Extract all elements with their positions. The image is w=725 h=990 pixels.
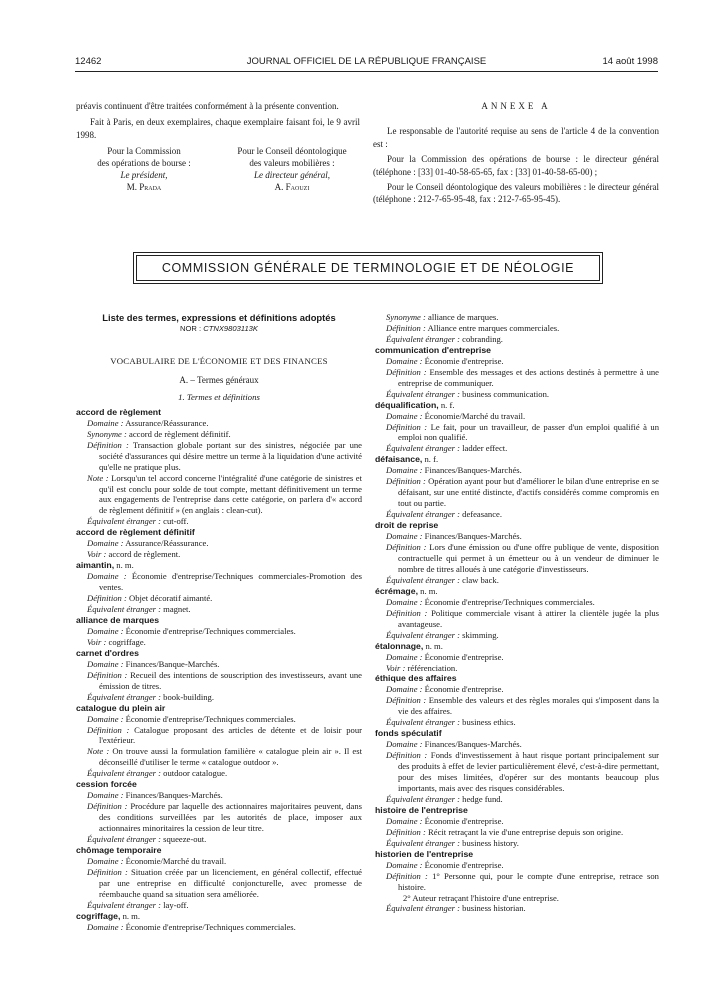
field-label: Définition : (386, 322, 426, 333)
term-field-domaine (76, 922, 362, 933)
vocabulary-title: VOCABULAIRE DE L'ÉCONOMIE ET DES FINANCES (110, 356, 328, 366)
term-field-domaine (375, 531, 659, 542)
term-field-voir (76, 549, 362, 560)
term-field-domaine (76, 626, 362, 637)
term-heading (375, 805, 659, 816)
term-field-domaine (375, 597, 659, 608)
subsection-title (76, 392, 362, 403)
term-field-definition (76, 725, 362, 747)
field-value: Ensemble des messages et des actions destinés à permettre à une entreprise de communiquer. (398, 366, 659, 388)
field-value: Lors d'une émission ou d'une offre publique de vente, disposition contractuelle qui permet à un émetteur ou à un vendeur de diminuer le nombre de titres alloués à une catégorie d'investisseurs. (398, 542, 659, 574)
term-heading (375, 586, 659, 597)
term-grammar: n. m. (420, 585, 438, 596)
term-name: droit de reprise (375, 520, 439, 531)
journal-title: JOURNAL OFFICIEL DE LA RÉPUBLIQUE FRANÇAISE (246, 56, 487, 67)
term-field-domaine (76, 571, 362, 593)
field-value: Économie d'entreprise/Techniques commerciales. (125, 625, 296, 636)
term-field-definition (375, 871, 659, 893)
term-field-definition (76, 801, 362, 834)
field-value: cobranding. (462, 333, 503, 344)
term-field-equivalent (375, 443, 659, 454)
field-value: Économie d'entreprise/Techniques commerciales. (125, 713, 296, 724)
field-label: Domaine : (87, 571, 127, 582)
term-field-synonyme (375, 312, 659, 323)
field-label: Domaine : (87, 658, 124, 669)
glossary-entry (76, 703, 362, 780)
signature-cdvm (224, 145, 360, 193)
field-label: Domaine : (87, 713, 124, 724)
term-field-definition (76, 867, 362, 900)
field-label: Domaine : (386, 596, 423, 607)
term-field-domaine (76, 790, 362, 801)
field-value: Assurance/Réassurance. (125, 417, 209, 428)
field-value: Politique commerciale visant à attirer la clientèle jugée la plus avantageuse. (398, 607, 659, 629)
signature-cob-line1: Pour la Commission (107, 146, 181, 157)
field-label: Domaine : (386, 531, 423, 542)
annexe-title: ANNEXE A (481, 101, 551, 111)
term-field-domaine (76, 538, 362, 549)
field-label: Définition : (386, 750, 428, 761)
term-grammar: n. m. (122, 910, 141, 921)
field-label: Synonyme : (386, 312, 426, 322)
field-value: Économie/Marché du travail. (424, 410, 526, 421)
term-name: fonds spéculatif (375, 728, 442, 739)
field-value: 2° Auteur retraçant l'histoire d'une entreprise. (403, 892, 559, 903)
entries-left (76, 407, 362, 933)
field-value: Assurance/Réassurance. (125, 538, 209, 549)
glossary-entry (76, 615, 362, 648)
term-name: étalonnage, (375, 640, 424, 651)
term-field-equivalent (375, 903, 659, 914)
term-field-domaine (375, 411, 659, 422)
field-label: Équivalent étranger : (386, 388, 460, 399)
field-value: Finances/Banques-Marchés. (424, 739, 522, 750)
term-field-cont (375, 893, 659, 904)
term-name: chômage temporaire (76, 844, 162, 855)
term-heading (76, 527, 362, 538)
field-label: Domaine : (386, 651, 423, 662)
field-value: lay-off. (163, 899, 189, 910)
term-field-definition (375, 367, 659, 389)
field-label: Domaine : (87, 921, 124, 932)
term-field-equivalent (375, 509, 659, 520)
term-field-definition (375, 542, 659, 575)
field-label: Définition : (87, 669, 128, 680)
field-label: Équivalent étranger : (87, 516, 161, 527)
field-label: Domaine : (386, 859, 423, 870)
term-name: catalogue du plein air (76, 702, 166, 713)
field-label: Note : (87, 746, 110, 757)
term-field-domaine (375, 739, 659, 750)
glossary-entry (375, 805, 659, 849)
field-value: Finances/Banques-Marchés. (424, 465, 522, 476)
field-label: Domaine : (386, 465, 423, 476)
term-field-definition (76, 593, 362, 604)
field-label: Voir : (87, 549, 107, 560)
field-value: Finances/Banque-Marchés. (125, 658, 220, 669)
glossary-column-right (375, 312, 659, 914)
field-value: ladder effect. (462, 443, 508, 454)
field-label: Définition : (87, 593, 127, 604)
term-field-equivalent (76, 900, 362, 911)
field-value: Économie d'entreprise. (424, 859, 504, 870)
term-name: carnet d'ordres (76, 647, 139, 658)
field-value: Économie d'entreprise. (424, 651, 504, 662)
field-value: cogriffage. (108, 636, 146, 647)
field-label: Synonyme : (87, 428, 127, 439)
term-heading (76, 779, 362, 790)
field-label: Voir : (386, 662, 406, 673)
page-number: 12462 (75, 56, 102, 67)
field-value: Alliance entre marques commerciales. (427, 322, 560, 333)
term-name: communication d'entreprise (375, 344, 491, 355)
term-field-definition (375, 323, 659, 334)
glossary-entry (76, 527, 362, 560)
header-rule (75, 71, 658, 72)
term-name: accord de règlement (76, 406, 161, 417)
term-field-equivalent (76, 834, 362, 845)
field-label: Définition : (386, 695, 427, 706)
field-label: Équivalent étranger : (386, 837, 460, 848)
field-label: Équivalent étranger : (87, 768, 161, 779)
field-value: business ethics. (462, 717, 516, 728)
term-grammar: n. m. (116, 560, 134, 571)
field-label: Définition : (386, 826, 426, 837)
commission-title: COMMISSION GÉNÉRALE DE TERMINOLOGIE ET DE NÉOLOGIE (136, 255, 600, 281)
term-field-definition (375, 608, 659, 630)
field-label: Domaine : (386, 739, 423, 750)
glossary-entry (76, 845, 362, 911)
field-value: alliance de marques. (428, 312, 499, 322)
field-value: Ensemble des valeurs et des règles morales qui s'imposent dans la vie des affaires. (398, 695, 659, 717)
term-heading (375, 673, 659, 684)
term-field-equivalent (375, 794, 659, 805)
field-label: Voir : (87, 636, 107, 647)
term-field-domaine (375, 860, 659, 871)
term-grammar: n. f. (424, 454, 439, 465)
field-value: Procédure par laquelle des actionnaires majoritaires peuvent, dans des conditions surveillées par les autorités de place, imposer aux actionnaires minoritaires la cession de leur titre. (99, 801, 362, 834)
term-heading (375, 520, 659, 531)
field-value: outdoor catalogue. (163, 768, 228, 779)
term-field-domaine (76, 659, 362, 670)
field-label: Équivalent étranger : (386, 903, 460, 914)
term-name: historien de l'entreprise (375, 848, 474, 859)
term-field-voir (375, 663, 659, 674)
field-label: Domaine : (87, 855, 124, 866)
annexe-paragraph: Pour la Commission des opérations de bourse : le directeur général (téléphone : [33] 01-40-58-65-65, fax : [33] 01-40-58-65-00) ; (373, 154, 659, 177)
field-value: business history. (462, 837, 519, 848)
field-value: Recueil des intentions de souscription des investisseurs, avant une émission de titres. (99, 669, 362, 691)
term-field-domaine (76, 856, 362, 867)
term-name: alliance de marques (76, 614, 160, 625)
field-value: magnet. (163, 604, 191, 615)
field-label: Domaine : (87, 625, 124, 636)
field-label: Équivalent étranger : (386, 443, 460, 454)
field-value: Le fait, pour un travailleur, de passer d'un emploi qualifié à un emploi non qualifié. (398, 421, 659, 443)
field-value: accord de règlement. (108, 549, 181, 560)
signature-cob-name: M. Prada (126, 182, 162, 193)
field-label: Équivalent étranger : (386, 717, 460, 728)
term-name: histoire de l'entreprise (375, 804, 468, 815)
field-value: Situation créée par un licenciement, en général collectif, effectué par une entreprise en difficulté conjoncturelle, avec promesse de réembauche quand sa situation sera améliorée. (99, 866, 362, 899)
glossary-entry (76, 560, 362, 615)
term-name: écrémage, (375, 585, 418, 596)
signature-place-date: Fait à Paris, en deux exemplaires, chaque exemplaire faisant foi, le 9 avril 1998. (76, 117, 360, 140)
field-label: Définition : (87, 866, 128, 877)
field-label: Domaine : (386, 355, 423, 366)
field-value: Économie d'entreprise. (424, 815, 504, 826)
field-label: Définition : (87, 801, 128, 812)
subsection-text: 1. Termes et définitions (178, 391, 260, 402)
field-label: Équivalent étranger : (386, 509, 460, 520)
term-field-equivalent (76, 516, 362, 527)
term-field-equivalent (375, 630, 659, 641)
field-label: Domaine : (386, 815, 423, 826)
term-heading (375, 849, 659, 860)
term-field-definition (375, 422, 659, 444)
field-label: Définition : (87, 724, 130, 735)
term-name: accord de règlement définitif (76, 527, 195, 538)
field-label: Équivalent étranger : (87, 834, 161, 845)
glossary-entry (76, 407, 362, 527)
field-label: Équivalent étranger : (386, 629, 460, 640)
nor-label: NOR : (180, 324, 202, 333)
annexe-paragraph: Pour le Conseil déontologique des valeurs mobilières : le directeur général (téléphone : 212-7-65-95-48, fax : 212-7-65-95-45). (373, 182, 659, 205)
term-field-definition (375, 750, 659, 794)
field-value: Économie d'entreprise. (424, 355, 504, 366)
glossary-entry (375, 520, 659, 586)
field-label: Domaine : (386, 410, 423, 421)
term-name: aimantin, (76, 560, 115, 571)
term-field-synonyme (76, 429, 362, 440)
annexe-paragraph: Le responsable de l'autorité requise au sens de l'article 4 de la convention est : (373, 126, 659, 149)
term-field-voir (76, 637, 362, 648)
term-field-domaine (375, 356, 659, 367)
field-value: business historian. (462, 903, 526, 914)
glossary-entry (375, 400, 659, 455)
field-value: defeasance. (462, 509, 502, 520)
field-value: Finances/Banques-Marchés. (125, 790, 223, 801)
glossary-entry (375, 641, 659, 674)
glossary-entry (76, 779, 362, 845)
term-grammar: n. f. (440, 399, 455, 410)
field-value: Lorsqu'un tel accord concerne l'intégralité d'une catégorie de sinistres et qu'il est conclu pour solde de tout compte, mettant définitivement un terme aux engagements de l'entreprise dans cette catégorie, on parlera d'« accord de règlement définitif » (en anglais : clean-cut). (99, 472, 362, 516)
term-name: déqualification, (375, 399, 439, 410)
term-field-domaine (375, 465, 659, 476)
term-field-domaine (375, 684, 659, 695)
list-title: Liste des termes, expressions et définitions adoptés (102, 312, 336, 323)
nor-value: CTNX9803113K (203, 324, 258, 333)
term-grammar: n. m. (425, 640, 443, 651)
field-value: Économie d'entreprise/Techniques commerciales. (424, 596, 595, 607)
glossary-entry (76, 911, 362, 933)
field-value: Récit retraçant la vie d'une entreprise depuis son origine. (428, 826, 624, 837)
convention-end (76, 100, 360, 193)
field-value: Économie d'entreprise. (424, 684, 504, 695)
field-label: Définition : (386, 476, 426, 487)
field-label: Définition : (87, 439, 129, 450)
field-value: Opération ayant pour but d'améliorer le bilan d'une entreprise en se défaisant, sur une entité distincte, d'actifs considérés comme compromis en tout ou partie. (398, 476, 659, 509)
field-value: 1° Personne qui, pour le compte d'une entreprise, retrace son histoire. (398, 870, 659, 892)
term-name: défaisance, (375, 454, 423, 465)
field-value: skimming. (462, 629, 499, 640)
term-heading (76, 407, 362, 418)
signatures (76, 145, 360, 193)
field-label: Définition : (386, 607, 428, 618)
term-field-equivalent (375, 389, 659, 400)
annexe-a (373, 100, 659, 209)
page-header (75, 56, 658, 72)
field-value: Transaction globale portant sur des sinistres, négociée par une société d'assurances qui désire mettre un terme à la liquidation d'une activité qu'elle ne pratique plus. (99, 439, 362, 472)
term-field-note (76, 473, 362, 517)
field-value: référenciation. (407, 662, 458, 673)
field-value: Objet décoratif aimanté. (129, 593, 213, 604)
term-name: cession forcée (76, 779, 137, 790)
field-value: Fonds d'investissement à haut risque portant principalement sur des produits à effet de levier particulièrement élevé, c'est-à-dire permettant, pour des mises limitées, d'opérer sur des montants beaucoup plus importants, mais avec des risques considérables. (398, 750, 659, 793)
field-label: Note : (87, 472, 109, 483)
term-heading (76, 648, 362, 659)
glossary-entry (375, 586, 659, 641)
term-field-domaine (375, 816, 659, 827)
field-value: Économie d'entreprise/Techniques commerciales-Promotion des ventes. (99, 571, 362, 593)
term-heading (375, 454, 659, 465)
term-heading (76, 615, 362, 626)
signature-cob (76, 145, 212, 193)
convention-paragraph: préavis continuent d'être traitées conformément à la présente convention. (76, 101, 339, 111)
field-label: Domaine : (87, 417, 124, 428)
field-value: squeeze-out. (163, 834, 207, 845)
term-field-equivalent (76, 604, 362, 615)
term-field-domaine (76, 418, 362, 429)
term-name: cogriffage, (76, 910, 121, 921)
term-field-definition (375, 695, 659, 717)
glossary-entry (375, 728, 659, 805)
field-label: Définition : (386, 366, 427, 377)
glossary-entry (375, 849, 659, 915)
field-value: Économie d'entreprise/Techniques commerciales. (125, 921, 296, 932)
signature-cdvm-name: A. Faouzi (274, 182, 310, 193)
term-heading (375, 345, 659, 356)
field-value: hedge fund. (462, 793, 503, 804)
nor-reference (76, 324, 362, 334)
term-field-equivalent (375, 838, 659, 849)
term-name: éthique des affaires (375, 673, 457, 684)
field-label: Équivalent étranger : (386, 793, 460, 804)
glossary-column-left (76, 312, 362, 933)
signature-cdvm-line2: des valeurs mobilières : (249, 158, 335, 169)
field-label: Domaine : (87, 538, 124, 549)
field-value: cut-off. (163, 516, 189, 527)
field-value: claw back. (462, 574, 499, 585)
term-field-definition (375, 827, 659, 838)
term-heading (76, 703, 362, 714)
term-field-equivalent (375, 334, 659, 345)
glossary-entry (375, 345, 659, 400)
issue-date: 14 août 1998 (602, 56, 658, 67)
section-title: A. – Termes généraux (179, 374, 259, 385)
field-value: On trouve aussi la formulation familière « catalogue plein air ». Il est déconseillé d'utiliser le terme « catalogue outdoor ». (99, 746, 362, 768)
field-value: book-building. (163, 691, 214, 702)
signature-cdvm-line1: Pour le Conseil déontologique (237, 146, 347, 157)
term-field-definition (375, 476, 659, 509)
term-field-definition (76, 670, 362, 692)
term-heading (76, 911, 362, 922)
term-heading (76, 560, 362, 571)
glossary-entry (375, 312, 659, 345)
field-label: Équivalent étranger : (386, 333, 460, 344)
term-field-domaine (375, 652, 659, 663)
term-field-equivalent (375, 717, 659, 728)
glossary-entry (375, 673, 659, 728)
field-label: Équivalent étranger : (87, 691, 161, 702)
field-label: Équivalent étranger : (87, 604, 161, 615)
entries-right (375, 312, 659, 914)
field-label: Définition : (386, 542, 427, 553)
term-field-domaine (76, 714, 362, 725)
field-value: business communication. (462, 388, 550, 399)
glossary-entry (375, 454, 659, 520)
term-heading (375, 641, 659, 652)
field-label: Domaine : (386, 684, 423, 695)
signature-cdvm-role: Le directeur général, (254, 170, 330, 181)
field-value: Économie/Marché du travail. (125, 855, 227, 866)
term-heading (375, 400, 659, 411)
field-value: Catalogue proposant des articles de détente et de loisir pour l'extérieur. (99, 724, 362, 746)
signature-cob-role: Le président, (120, 170, 168, 181)
field-label: Définition : (386, 421, 428, 432)
term-field-equivalent (76, 768, 362, 779)
field-label: Équivalent étranger : (386, 574, 460, 585)
term-field-note (76, 746, 362, 768)
field-label: Domaine : (87, 790, 124, 801)
term-heading (375, 728, 659, 739)
term-field-definition (76, 440, 362, 473)
field-label: Définition : (386, 870, 428, 881)
term-heading (76, 845, 362, 856)
field-value: Finances/Banques-Marchés. (424, 531, 522, 542)
field-value: accord de règlement définitif. (129, 428, 231, 439)
term-field-equivalent (76, 692, 362, 703)
glossary-entry (76, 648, 362, 703)
signature-cob-line2: des opérations de bourse : (97, 158, 191, 169)
term-field-equivalent (375, 575, 659, 586)
field-label: Équivalent étranger : (87, 899, 161, 910)
